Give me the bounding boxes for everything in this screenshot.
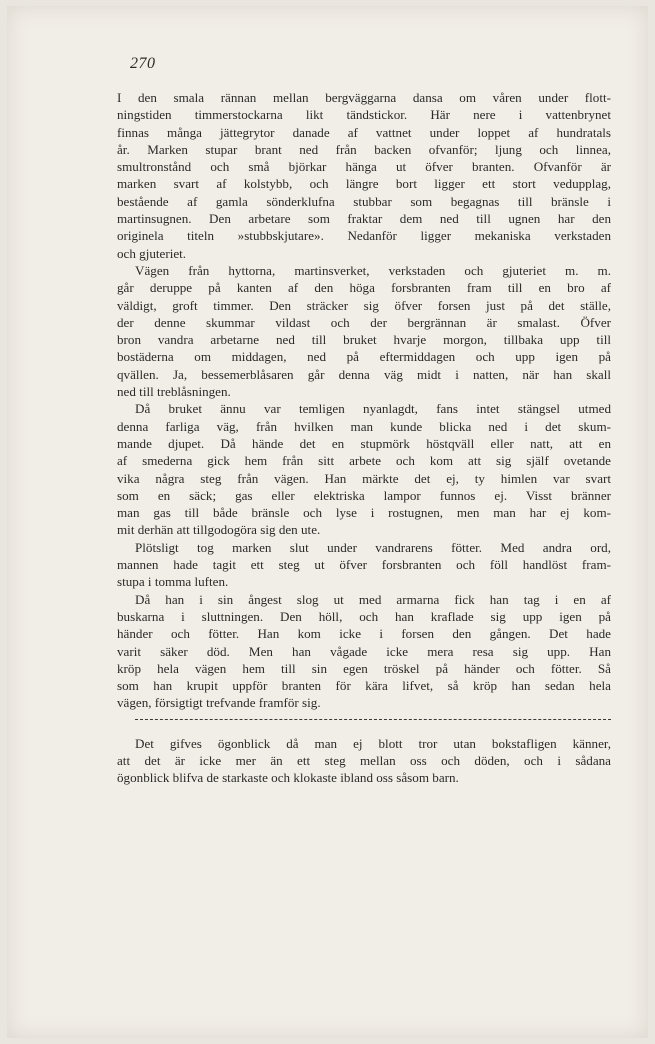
text-line: varit säker död. Men han vågade icke mera resa sig upp. Han	[117, 643, 611, 659]
text-line: vägen, försigtigt trefvande framför sig.	[117, 695, 321, 711]
text-line: bron vandra arbetarne ned till bruket hvarje morgon, tillbaka upp till	[117, 332, 611, 348]
text-line: marken svart af kolstybb, och längre bort ligger ett stort vedupplag,	[117, 176, 611, 192]
paragraph	[117, 89, 611, 262]
paragraph	[117, 735, 611, 787]
paragraph	[117, 400, 611, 538]
text-line: qvällen. Ja, bessemerblåsaren går denna väg midt i natten, när han skall	[117, 366, 611, 382]
page-number: 270	[130, 55, 156, 72]
text-line: I den smala rännan mellan bergväggarna dansa om våren under flott-	[117, 90, 611, 105]
text-line: händer och fötter. Han kom icke i forsen den gången. Det hade	[117, 626, 611, 642]
text-line: bestående af gamla sönderklufna stubbar som begagnas till bränsle i	[117, 193, 611, 209]
text-line: ned till treblåsningen.	[117, 384, 231, 400]
text-line: mannen hade tagit ett steg ut öfver forsbranten och föll handlöst fram-	[117, 557, 611, 573]
text-line: der denne skummar vildast och der bergrännan är smalast. Öfver	[117, 314, 611, 330]
text-line: martinsugnen. Den arbetare som fraktar dem ned till ugnen har den	[117, 211, 611, 227]
text-line: år. Marken stupar brant ned från backen ofvanför; ljung och linnea,	[117, 141, 611, 157]
text-line: ningstiden timmerstockarna likt tändstickor. Här nere i vattenbrynet	[117, 107, 611, 123]
paragraph	[117, 539, 611, 591]
text-line: att det är icke mer än ett steg mellan oss och döden, och i sådana	[117, 752, 611, 768]
paragraph	[117, 591, 611, 712]
text-line: buskarna i sluttningen. Den höll, och han kraflade sig upp igen på	[117, 608, 611, 624]
text-line: som en säck; gas eller elektriska lampor funnos ej. Visst bränner	[117, 487, 611, 503]
text-line: Vägen från hyttorna, martinsverket, verkstaden och gjuteriet m. m.	[135, 262, 611, 278]
text-line: bostäderna om middagen, ned på eftermiddagen och upp igen på	[117, 349, 611, 365]
text-line: går deruppe på kanten af den höga forsbranten fram till en bro af	[117, 280, 611, 296]
text-line: Då han i sin ångest slog ut med armarna fick han tag i en af	[135, 591, 611, 607]
text-line: originela titeln »stubbskjutare». Nedanför ligger mekaniska verkstaden	[117, 228, 611, 244]
body-text	[117, 89, 611, 787]
text-line: smultronstånd och små björkar hänga ut öfver branten. Ofvanför är	[117, 159, 611, 175]
text-line: stupa i tomma luften.	[117, 574, 229, 590]
text-line: mande djupet. Då hände det en stupmörk höstqväll eller natt, att en	[117, 435, 611, 451]
text-line: vika några steg från vägen. Han märkte det ej, ty himlen var svart	[117, 470, 611, 486]
section-separator	[135, 712, 611, 729]
text-line: Då bruket ännu var temligen nyanlagdt, fans intet stängsel utmed	[135, 401, 611, 417]
text-line: ögonblick blifva de starkaste och klokaste ibland oss såsom barn.	[117, 770, 459, 786]
text-line: finnas många jättegrytor danade af vattnet under loppet af hundratals	[117, 124, 611, 140]
text-line: som han krupit uppför branten för kära lifvet, så kröp han sedan hela	[117, 678, 611, 694]
text-line: mit derhän att tillgodogöra sig den ute.	[117, 522, 321, 538]
book-page	[7, 6, 648, 1038]
text-line: man gas till både bränsle och lyse i rostugnen, men man har ej kom-	[117, 505, 611, 521]
text-line: kröp hela vägen hem till sin egen tröskel på händer och fötter. Så	[117, 660, 611, 676]
text-line: och gjuteriet.	[117, 245, 187, 261]
text-line: denna farliga väg, från hvilken man kunde blicka ned i det skum-	[117, 418, 611, 434]
paragraph	[117, 262, 611, 400]
text-line: Det gifves ögonblick då man ej blott tror utan bokstafligen känner,	[135, 735, 611, 751]
text-line: väldigt, groft timmer. Den sträcker sig öfver forsen just på det ställe,	[117, 297, 611, 313]
text-line: Plötsligt tog marken slut under vandrarens fötter. Med andra ord,	[135, 539, 611, 555]
text-line: af smederna gick hem från sitt arbete och kom att sig själf ovetande	[117, 453, 611, 469]
